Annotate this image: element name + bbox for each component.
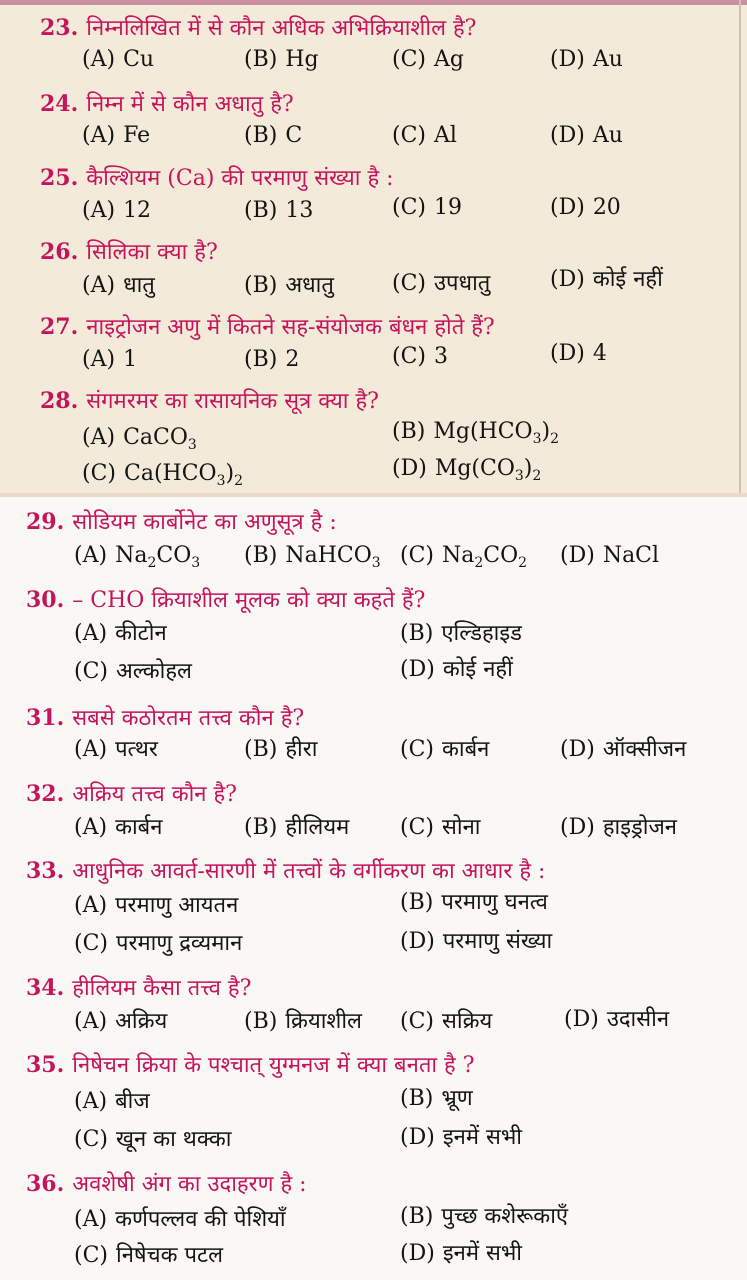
option-a [82,46,154,74]
option-b [244,1008,362,1036]
option-text: Au [592,47,623,72]
subscript: 3 [514,468,524,484]
option-text: धातु [123,273,155,298]
question-title [40,238,218,267]
option-text: कोई नहीं [442,657,513,682]
option-a [74,736,158,764]
option-b [400,1203,568,1231]
option-d [400,1124,522,1152]
option-text: हीलियम [285,815,350,840]
question-title [26,974,251,1003]
option-text: 12 [123,198,152,223]
option-c [74,930,242,958]
subscript: 3 [187,437,197,453]
question-text: आधुनिक आवर्त-सारणी में तत्त्वों के वर्गीकरण का आधार है : [72,859,546,884]
option-text: Na [115,543,148,568]
option-text: C [285,123,303,148]
question-title [26,1170,307,1199]
option-label: (A) [82,425,116,450]
question-text: – CHO क्रियाशील मूलक को क्या कहते हैं? [72,588,426,613]
option-label: (B) [244,123,278,148]
subscript: 3 [191,555,201,571]
option-text: NaCl [602,543,660,568]
option-text: निषेचक पटल [116,1243,223,1268]
option-text: इनमें सभी [442,1241,523,1266]
option-label: (B) [244,1009,278,1034]
option-text: कीटोन [115,621,167,646]
question-number: 23. [40,15,79,41]
question-number: 25. [40,165,79,191]
option-label: (A) [74,1207,108,1232]
question-text: निम्नलिखित में से कौन अधिक अभिक्रियाशील है? [86,16,477,41]
option-label: (B) [244,273,278,298]
question-number: 26. [40,239,79,265]
option-b [244,197,313,225]
option-label: (B) [244,737,278,762]
option-label: (C) [74,1243,108,1268]
option-label: (B) [244,543,278,568]
option-b [400,889,548,917]
question-number: 31. [26,705,65,731]
option-text: Al [434,123,457,148]
question-title [26,508,337,537]
option-b [244,346,299,374]
option-text: Na [442,543,475,568]
option-label: (B) [244,47,278,72]
option-d [550,194,621,222]
option-text-tail: ) [541,419,551,444]
option-text: ऑक्सीजन [602,737,687,762]
question-text: सोडियम कार्बोनेट का अणुसूत्र है : [72,510,337,535]
option-label: (B) [392,419,426,444]
option-c [392,46,464,74]
option-d [560,736,686,764]
option-b [244,46,319,74]
subscript: 2 [532,468,542,484]
option-d [392,455,541,483]
option-text: Ca(HCO [124,461,217,486]
option-d [400,656,513,684]
option-d [550,46,623,74]
option-label: (C) [392,195,426,220]
question-number: 29. [26,509,65,535]
option-b [392,418,559,446]
option-text: 1 [123,347,138,372]
option-text: एल्डिहाइड [441,621,522,646]
option-a [74,620,167,648]
option-d [550,122,623,150]
option-text: NaHCO [285,543,372,568]
question-number: 34. [26,975,65,1001]
option-label: (D) [560,543,595,568]
subscript: 2 [234,473,244,489]
option-label: (D) [400,1125,435,1150]
option-label: (C) [392,344,426,369]
option-d [550,340,607,368]
option-a [74,1008,167,1036]
option-text: कोई नहीं [592,267,663,292]
right-border-line [739,0,741,493]
option-label: (B) [400,1086,434,1111]
question-text: अक्रिय तत्त्व कौन है? [72,782,237,807]
option-label: (D) [560,815,595,840]
option-text: 19 [434,195,462,220]
question-text: निम्न में से कौन अधातु है? [86,92,294,117]
option-a [74,542,200,570]
subscript: 3 [371,555,381,571]
option-c [74,1126,231,1154]
option-label: (B) [400,890,434,915]
option-c [74,658,192,686]
question-text: सिलिका क्या है? [86,240,218,265]
option-label: (D) [550,47,585,72]
option-text: खून का थक्का [116,1127,232,1152]
option-text: CaCO [123,425,188,450]
option-d [400,928,552,956]
question-title [26,780,237,809]
option-a [82,122,150,150]
option-label: (B) [244,347,278,372]
option-label: (A) [74,737,108,762]
question-number: 32. [26,781,65,807]
option-b [400,620,522,648]
subscript: 2 [550,431,560,447]
top-border-line [0,0,747,5]
option-label: (D) [560,737,595,762]
option-label: (C) [392,271,426,296]
option-text: बीज [115,1089,150,1114]
option-label: (C) [400,1009,434,1034]
option-b [244,272,334,300]
option-label: (D) [400,657,435,682]
option-label: (A) [82,198,116,223]
option-text: Mg(CO [434,456,515,481]
option-a [74,1088,150,1116]
question-title [40,387,379,416]
option-text: Ag [434,47,464,72]
option-text-tail: CO [483,543,519,568]
option-d [564,1006,669,1034]
option-text: 4 [592,341,607,366]
option-c [400,542,527,570]
option-text: कार्बन [115,815,163,840]
question-number: 33. [26,858,65,884]
question-number: 27. [40,314,79,340]
option-text: क्रियाशील [285,1009,362,1034]
option-label: (B) [400,1204,434,1229]
option-b [244,122,302,150]
subscript: 2 [474,555,484,571]
question-number: 24. [40,91,79,117]
question-number: 28. [40,388,79,414]
option-text-tail: ) [225,461,235,486]
option-label: (D) [400,929,435,954]
option-label: (B) [244,198,278,223]
question-title [26,586,425,615]
option-label: (C) [82,461,116,486]
subscript: 3 [216,473,226,489]
option-label: (A) [82,273,116,298]
subscript: 2 [147,555,157,571]
option-text-tail: ) [523,456,533,481]
option-text: भ्रूण [441,1086,473,1111]
option-text: उदासीन [606,1007,670,1032]
option-b [244,736,317,764]
option-label: (D) [400,1241,435,1266]
option-b [244,542,381,570]
option-text: अधातु [285,273,334,298]
option-label: (B) [400,621,434,646]
option-text: इनमें सभी [442,1125,523,1150]
option-label: (B) [244,815,278,840]
question-title [26,704,304,733]
option-text: कार्बन [442,737,490,762]
option-label: (A) [74,893,108,918]
question-number: 35. [26,1052,65,1078]
question-title [40,14,476,43]
option-label: (C) [74,659,108,684]
question-text: नाइट्रोजन अणु में कितने सह-संयोजक बंधन होते हैं? [86,315,495,340]
question-text: सबसे कठोरतम तत्त्व कौन है? [72,706,305,731]
option-text-tail: CO [156,543,192,568]
question-title [26,1051,475,1080]
option-c [392,270,490,298]
option-text: परमाणु संख्या [442,929,553,954]
option-text: 2 [285,347,300,372]
option-label: (A) [82,347,116,372]
option-c [392,343,448,371]
option-text: Au [592,123,623,148]
option-text: कर्णपल्लव की पेशियाँ [115,1207,286,1232]
option-text: उपधातु [434,271,491,296]
option-c [392,122,457,150]
option-d [560,542,659,570]
option-c [392,194,462,222]
option-text: 20 [592,195,621,220]
option-label: (C) [74,931,108,956]
option-d [560,814,677,842]
option-text: सक्रिय [442,1009,493,1034]
option-label: (D) [564,1007,599,1032]
option-label: (C) [400,815,434,840]
subscript: 3 [532,431,542,447]
option-label: (D) [550,123,585,148]
option-a [74,814,162,842]
option-text: परमाणु आयतन [115,893,239,918]
question-title [40,90,294,119]
option-text: 13 [285,198,314,223]
question-text: हीलियम कैसा तत्त्व है? [72,976,252,1001]
option-text: Mg(HCO [433,419,533,444]
question-text: संगमरमर का रासायनिक सूत्र क्या है? [86,389,379,414]
option-label: (D) [550,341,585,366]
option-c [400,736,489,764]
option-b [400,1085,473,1113]
option-c [400,814,480,842]
question-number: 30. [26,587,65,613]
question-text: कैल्शियम (Ca) की परमाणु संख्या है : [86,166,394,191]
option-a [74,1206,286,1234]
option-label: (C) [392,123,426,148]
question-title [40,164,394,193]
option-text: Cu [123,47,155,72]
option-label: (C) [400,737,434,762]
option-a [82,197,151,225]
option-label: (C) [400,543,434,568]
question-title [40,313,495,342]
option-label: (D) [550,267,585,292]
option-label: (A) [74,621,108,646]
question-number: 36. [26,1171,65,1197]
option-label: (A) [82,47,116,72]
option-label: (D) [550,195,585,220]
option-b [244,814,349,842]
question-text: अवशेषी अंग का उदाहरण है : [72,1172,307,1197]
option-label: (C) [392,47,426,72]
option-a [74,892,238,920]
option-text: हाइड्रोजन [602,815,677,840]
option-text: हीरा [285,737,318,762]
option-text: अल्कोहल [116,659,192,684]
option-label: (D) [392,456,427,481]
option-text: Fe [123,123,151,148]
option-text: Hg [285,47,319,72]
option-a [82,346,137,374]
option-d [550,266,663,294]
option-label: (A) [74,543,108,568]
question-text: निषेचन क्रिया के पश्चात् युग्मनज में क्या बनता है ? [72,1053,475,1078]
question-title [26,857,545,886]
option-label: (A) [82,123,116,148]
option-c [82,460,243,488]
option-text: अक्रिय [115,1009,168,1034]
option-c [74,1242,223,1270]
option-c [400,1008,492,1036]
option-text: 3 [434,344,448,369]
option-label: (A) [74,815,108,840]
option-label: (A) [74,1089,108,1114]
option-text: परमाणु द्रव्यमान [116,931,243,956]
option-text: सोना [442,815,481,840]
subscript: 2 [518,555,528,571]
option-a [82,272,155,300]
option-label: (A) [74,1009,108,1034]
option-text: परमाणु घनत्व [441,890,548,915]
option-d [400,1240,522,1268]
option-a [82,424,197,452]
option-text: पुच्छ कशेरूकाएँ [441,1204,569,1229]
option-text: पत्थर [115,737,158,762]
option-label: (C) [74,1127,108,1152]
